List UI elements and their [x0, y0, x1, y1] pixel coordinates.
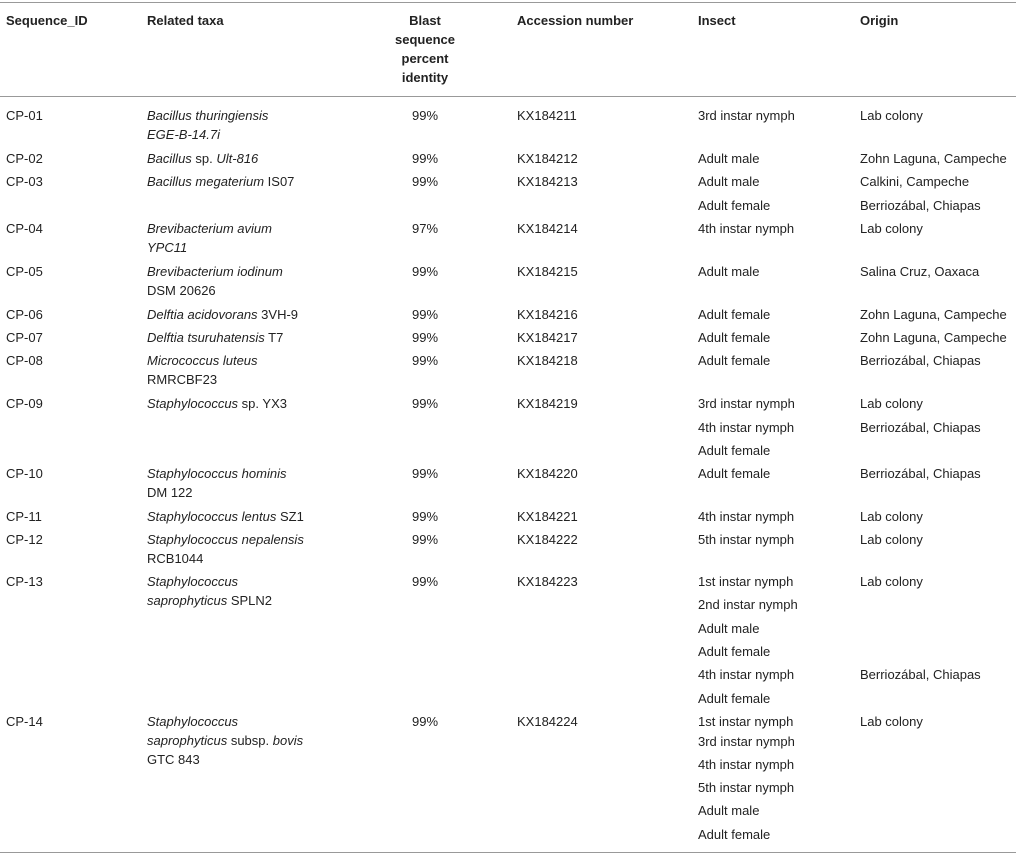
- taxon-name-italic: Staphylococcus: [147, 396, 239, 411]
- taxon-strain-text: SPLN2: [227, 593, 273, 608]
- origin-cell: Lab colony: [860, 396, 923, 411]
- taxon-name-italic: Staphylococcus nepalensis: [147, 532, 304, 547]
- taxon-strain-text: subsp.: [227, 733, 273, 748]
- origin-cell: Berriozábal, Chiapas: [860, 197, 981, 213]
- related-taxa-cell: [147, 549, 203, 568]
- taxon-name-italic: saprophyticus: [147, 593, 228, 608]
- related-taxa-cell: [147, 262, 283, 281]
- insect-cell: Adult female: [698, 353, 771, 368]
- blast-identity-cell: 99%: [411, 330, 439, 345]
- related-taxa-cell: [147, 712, 238, 731]
- origin-cell: Lab colony: [860, 574, 923, 589]
- insect-cell: 5th instar nymph: [698, 532, 795, 547]
- related-taxa-cell: [147, 328, 283, 347]
- origin-cell: Berriozábal, Chiapas: [860, 353, 981, 368]
- blast-identity-cell: 99%: [411, 151, 439, 166]
- blast-identity-cell: 99%: [411, 353, 439, 368]
- taxon-name-italic: Micrococcus luteus: [147, 353, 258, 368]
- origin-cell: Berriozábal, Chiapas: [860, 667, 981, 683]
- accession-number-cell: KX184211: [517, 108, 577, 123]
- related-taxa-cell: [147, 351, 258, 370]
- accession-number-cell: KX184218: [517, 353, 578, 368]
- insect-cell: Adult female: [698, 307, 771, 322]
- taxon-name-italic: Brevibacterium iodinum: [147, 264, 283, 279]
- related-taxa-cell: [147, 464, 286, 483]
- insect-cell: 5th instar nymph: [698, 780, 795, 796]
- sequence-id-cell: CP-13: [6, 574, 43, 589]
- origin-cell: Zohn Laguna, Campeche: [860, 330, 1007, 345]
- blast-identity-cell: 99%: [411, 714, 439, 729]
- insect-cell: Adult male: [698, 264, 760, 279]
- taxon-name-italic: Ult-816: [216, 151, 259, 166]
- insect-cell: 4th instar nymph: [698, 221, 795, 236]
- related-taxa-cell: [147, 370, 217, 389]
- related-taxa-cell: [147, 125, 220, 144]
- header-origin: Origin: [860, 13, 899, 28]
- taxon-name-italic: bovis: [272, 733, 304, 748]
- insect-cell: Adult female: [698, 690, 771, 706]
- header-accession-number: Accession number: [517, 13, 634, 28]
- related-taxa-cell: [147, 572, 238, 591]
- origin-cell: Lab colony: [860, 108, 923, 123]
- taxon-name-italic: YPC11: [147, 240, 188, 255]
- insect-cell: 4th instar nymph: [698, 667, 795, 683]
- insect-cell: Adult male: [698, 151, 760, 166]
- origin-cell: Salina Cruz, Oaxaca: [860, 264, 980, 279]
- accession-number-cell: KX184220: [517, 466, 578, 481]
- taxon-name-italic: EGE-B-14.7i: [147, 127, 220, 142]
- blast-identity-cell: 99%: [411, 396, 439, 411]
- related-taxa-cell: [147, 172, 294, 191]
- taxon-strain-text: sp. YX3: [238, 396, 287, 411]
- taxon-name-italic: Staphylococcus lentus: [147, 509, 277, 524]
- related-taxa-cell: [147, 750, 200, 769]
- accession-number-cell: KX184217: [517, 330, 578, 345]
- related-taxa-cell: [147, 149, 258, 168]
- related-taxa-cell: [147, 483, 193, 502]
- insect-cell: 4th instar nymph: [698, 509, 795, 524]
- accession-number-cell: KX184223: [517, 574, 578, 589]
- header-bottom-rule: [0, 96, 1016, 97]
- insect-cell: 4th instar nymph: [698, 756, 795, 772]
- taxon-name-italic: Delftia tsuruhatensis: [147, 330, 265, 345]
- insect-cell: 3rd instar nymph: [698, 733, 795, 749]
- header-blast-line: Blast: [409, 13, 441, 28]
- related-taxa-cell: [147, 507, 304, 526]
- insect-cell: 3rd instar nymph: [698, 108, 795, 123]
- taxon-name-italic: Staphylococcus: [147, 714, 239, 729]
- taxon-name-italic: Bacillus: [147, 151, 192, 166]
- blast-identity-cell: 97%: [411, 221, 439, 236]
- related-taxa-cell: [147, 281, 216, 300]
- taxon-name-italic: Bacillus megaterium: [147, 174, 265, 189]
- taxon-name-italic: Staphylococcus: [147, 574, 239, 589]
- taxon-strain-text: DM 122: [147, 485, 193, 500]
- sequence-id-cell: CP-12: [6, 532, 43, 547]
- accession-number-cell: KX184215: [517, 264, 578, 279]
- taxon-name-italic: Delftia acidovorans: [147, 307, 258, 322]
- taxon-strain-text: RMRCBF23: [147, 372, 218, 387]
- blast-identity-cell: 99%: [411, 174, 439, 189]
- blast-identity-cell: 99%: [411, 108, 439, 123]
- origin-cell: Calkini, Campeche: [860, 174, 970, 189]
- taxon-strain-text: IS07: [264, 174, 295, 189]
- taxon-strain-text: DSM 20626: [147, 283, 216, 298]
- accession-number-cell: KX184222: [517, 532, 578, 547]
- insect-cell: Adult female: [698, 443, 771, 458]
- taxon-strain-text: T7: [264, 330, 284, 345]
- accession-number-cell: KX184219: [517, 396, 578, 411]
- blast-identity-cell: 99%: [411, 509, 439, 524]
- sequence-id-cell: CP-14: [6, 714, 43, 729]
- table-bottom-rule: [0, 852, 1016, 853]
- taxon-strain-text: RCB1044: [147, 551, 204, 566]
- origin-cell: Berriozábal, Chiapas: [860, 466, 981, 481]
- related-taxa-cell: [147, 530, 304, 549]
- taxon-strain-text: SZ1: [276, 509, 304, 524]
- related-taxa-cell: [147, 238, 187, 257]
- sequence-id-cell: CP-08: [6, 353, 43, 368]
- insect-cell: Adult female: [698, 643, 771, 659]
- insect-cell: 1st instar nymph: [698, 714, 794, 729]
- taxon-strain-text: sp.: [191, 151, 217, 166]
- insect-cell: Adult female: [698, 826, 771, 842]
- header-blast-identity: [380, 11, 470, 87]
- insect-cell: Adult female: [698, 330, 771, 345]
- taxon-name-italic: Staphylococcus hominis: [147, 466, 287, 481]
- blast-identity-cell: 99%: [411, 264, 439, 279]
- header-blast-line: identity: [401, 70, 449, 85]
- accession-number-cell: KX184213: [517, 174, 578, 189]
- origin-cell: Zohn Laguna, Campeche: [860, 151, 1007, 166]
- origin-cell: Zohn Laguna, Campeche: [860, 307, 1007, 322]
- accession-number-cell: KX184221: [517, 509, 578, 524]
- table-top-rule: [0, 2, 1016, 3]
- accession-number-cell: KX184216: [517, 307, 578, 322]
- insect-cell: 3rd instar nymph: [698, 396, 795, 411]
- taxon-name-italic: Bacillus thuringiensis: [147, 108, 269, 123]
- blast-identity-cell: 99%: [411, 307, 439, 322]
- header-blast-line: percent: [401, 51, 449, 66]
- taxon-strain-text: GTC 843: [147, 752, 200, 767]
- sequence-id-cell: CP-06: [6, 307, 43, 322]
- related-taxa-cell: [147, 731, 303, 750]
- accession-number-cell: KX184212: [517, 151, 578, 166]
- sequence-id-cell: CP-07: [6, 330, 43, 345]
- sequence-id-cell: CP-01: [6, 108, 43, 123]
- insect-cell: Adult female: [698, 466, 771, 481]
- sequence-id-cell: CP-03: [6, 174, 43, 189]
- insect-cell: Adult male: [698, 620, 760, 636]
- related-taxa-cell: [147, 394, 287, 413]
- related-taxa-cell: [147, 106, 268, 125]
- sequence-id-cell: CP-09: [6, 396, 43, 411]
- taxon-name-italic: Brevibacterium avium: [147, 221, 272, 236]
- taxon-name-italic: saprophyticus: [147, 733, 228, 748]
- sequence-id-cell: CP-05: [6, 264, 43, 279]
- sequence-id-cell: CP-11: [6, 509, 42, 524]
- sequence-id-cell: CP-10: [6, 466, 43, 481]
- origin-cell: Berriozábal, Chiapas: [860, 419, 981, 435]
- insect-cell: 1st instar nymph: [698, 574, 794, 589]
- insect-cell: Adult female: [698, 197, 771, 213]
- blast-identity-cell: 99%: [411, 532, 439, 547]
- origin-cell: Lab colony: [860, 509, 923, 524]
- header-sequence-id: Sequence_ID: [6, 13, 88, 28]
- insect-cell: Adult male: [698, 174, 760, 189]
- header-insect: Insect: [698, 13, 736, 28]
- taxon-strain-text: 3VH-9: [257, 307, 299, 322]
- origin-cell: Lab colony: [860, 714, 923, 729]
- insect-cell: 2nd instar nymph: [698, 597, 798, 613]
- accession-number-cell: KX184214: [517, 221, 578, 236]
- sequence-id-cell: CP-04: [6, 221, 43, 236]
- origin-cell: Lab colony: [860, 221, 923, 236]
- header-related-taxa: Related taxa: [147, 13, 224, 28]
- sequence-id-cell: CP-02: [6, 151, 43, 166]
- accession-number-cell: KX184224: [517, 714, 578, 729]
- blast-identity-cell: 99%: [411, 574, 439, 589]
- insect-cell: 4th instar nymph: [698, 419, 795, 435]
- header-blast-line: sequence: [395, 32, 455, 47]
- related-taxa-cell: [147, 305, 298, 324]
- related-taxa-cell: [147, 219, 272, 238]
- origin-cell: Lab colony: [860, 532, 923, 547]
- related-taxa-cell: [147, 591, 272, 610]
- insect-cell: Adult male: [698, 803, 760, 819]
- blast-identity-cell: 99%: [411, 466, 439, 481]
